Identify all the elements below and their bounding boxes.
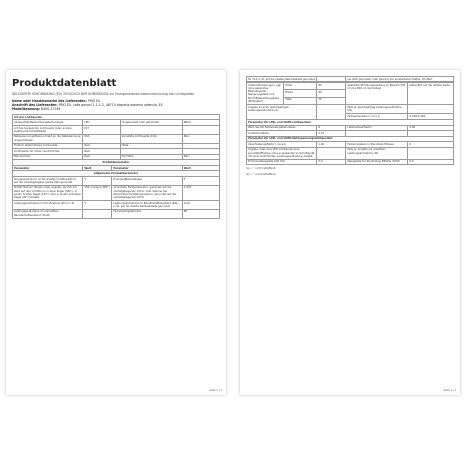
dimension-name: Breite bbox=[284, 90, 317, 97]
netz-rows bbox=[247, 142, 454, 165]
table-cell: 5 bbox=[83, 176, 112, 185]
table-cell: E27 bbox=[83, 125, 120, 134]
table-cell: Ähnlichste Farbtemperatur, gerundet auf die nächstgelegenen 100 K, oder Spanne der ähnlichsten Farbtemperaturen, gerundet auf die nächstgelegenen 100 K bbox=[112, 185, 182, 200]
table-cell: Messgröße für Stroboskop-Effekte (SVM) bbox=[346, 159, 408, 164]
table-cell bbox=[120, 125, 182, 134]
general-title: Allgemeine Produktparameter bbox=[13, 171, 220, 176]
table-cell: Vernetzte Lichtquelle (CLS) bbox=[120, 134, 182, 143]
table-cell: Verschiebungsfaktor (cos φ1) bbox=[247, 142, 317, 147]
table-cell: Wert des R9-Farbwiedergabeindexes bbox=[247, 125, 317, 130]
equivalent-power-label: Angabe zu einer gleichwertigen Leistungsaufnahme (a) bbox=[247, 105, 317, 119]
model-label: Modellkennung: bbox=[12, 107, 40, 111]
supplier-label: Name oder Handelsmarke des Lieferanten: bbox=[12, 99, 87, 103]
equivalent-power-value: - bbox=[317, 105, 346, 119]
table-cell: 0,90 bbox=[408, 125, 454, 130]
table-cell: Farbkonsistenz in MacAdam-Ellipsen bbox=[346, 142, 408, 147]
table-row bbox=[13, 209, 220, 218]
table-cell: 0,97 bbox=[317, 131, 346, 136]
table-cell: 0,00 bbox=[182, 201, 219, 210]
table-cell: für CLS in W, auf die zweite Dezimalstelle gerundet bbox=[247, 77, 317, 82]
dimension-value: 80 bbox=[317, 90, 346, 97]
footnote: (a) „-“: nicht zutreffend; bbox=[246, 167, 277, 171]
address-value: PRIG EU, calle genoví 1-1-1-2, 46710 alquería alquería valencia, ES bbox=[58, 103, 163, 107]
column-header: Wert bbox=[83, 165, 112, 170]
table-row bbox=[13, 185, 220, 200]
table-cell: - bbox=[408, 147, 454, 159]
dimension-name: Höhe bbox=[284, 82, 317, 89]
model-value: B40G-17249 bbox=[40, 107, 61, 111]
column-header: Wert bbox=[182, 165, 219, 170]
table-cell: Nein bbox=[83, 154, 120, 159]
dimensions-label: Außenabmessungen, ggf. ohne separates Betriebsgerät, Steuerungsteile und Nicht-Beleuchtungsteile (Millimeter) bbox=[247, 82, 284, 104]
table-cell: Leistungsaufnahme im Bereitschaftszustand (Psb) in W, auf die zweite Dezimalstelle gerundet bbox=[112, 201, 182, 210]
footnotes bbox=[246, 167, 454, 176]
page-number: Seite 1 / 2 bbox=[209, 389, 222, 392]
table-cell: 0,0 bbox=[408, 159, 454, 164]
table-cell: - bbox=[182, 143, 219, 148]
table-cell: Verwendete Beleuchtungstechnologie bbox=[13, 120, 83, 125]
table-cell: Dimmbar: bbox=[120, 154, 182, 159]
table-cell: Leistungsaufnahme im Ein-Zustand (Pon) in W bbox=[13, 201, 83, 210]
light-rows bbox=[13, 120, 220, 160]
footnote: (b) „-“: nicht zutreffend; bbox=[246, 172, 277, 176]
table-cell: 2 970 bbox=[182, 185, 219, 200]
equiv-rows bbox=[247, 105, 454, 119]
table-cell: Leistungsaufnahme im vernetzten Bereitschaftszustand (Pnet) bbox=[13, 209, 83, 218]
table-cell: - bbox=[83, 209, 112, 218]
table-cell: Farbwertanteile (x und y) bbox=[346, 114, 408, 119]
param-rows bbox=[13, 176, 220, 218]
table-cell: Nutzlichtstrom (Φuse) unter Angabe, ob sich der Wert auf den Lichtstrom in einer Kugel (360°), in einem breiten Kegel (120°) oder in einem schmalen Kegel (90°) bezieht bbox=[14, 186, 82, 200]
table-cell: Blendschutz: bbox=[13, 154, 83, 159]
table-cell: Energieverbrauch im Ein-Zustand (kWh/1000 h), auf die nächstgelegene ganze Zahl gerundet bbox=[13, 176, 83, 185]
dimension-value: 75 bbox=[317, 97, 346, 104]
dimension-name: Tiefe bbox=[284, 97, 317, 104]
dimension-value: 80 bbox=[317, 82, 346, 89]
document-page-2 bbox=[240, 70, 460, 395]
table-cell: Energieeffizienzklasse bbox=[112, 176, 182, 185]
table-cell: Hülle: bbox=[120, 143, 182, 148]
table-row bbox=[13, 134, 220, 143]
light-source-table bbox=[12, 114, 220, 160]
table-cell: Lichtstromfaktor bbox=[247, 131, 317, 136]
table-row bbox=[13, 125, 220, 134]
table-cell: - bbox=[317, 147, 346, 159]
dimensions-table bbox=[246, 82, 454, 105]
table-cell: F bbox=[182, 176, 219, 185]
table-cell: Falls ja, Angabe zur ersetzten Leistungsaufnahme (W) bbox=[346, 147, 408, 159]
table-row bbox=[247, 105, 454, 114]
table-row bbox=[13, 176, 220, 185]
table-cell: 1,00 bbox=[317, 142, 346, 147]
table-cell: 0,438 0,404 bbox=[408, 114, 454, 119]
table-cell: Lebensdauerfaktor bbox=[346, 125, 408, 130]
product-parameter-table bbox=[12, 159, 220, 218]
table-cell bbox=[182, 125, 219, 134]
params-title: Produktparameter bbox=[13, 160, 220, 165]
spectral-value: Siehe Bild auf der letzten Seite bbox=[408, 82, 454, 104]
table-cell: - bbox=[408, 105, 454, 114]
table-cell: 8 bbox=[317, 125, 346, 130]
table-cell: Falls ja, gleichwertige Leistungsaufnahme (W) bbox=[346, 105, 408, 114]
table-cell: Nein bbox=[83, 143, 120, 148]
column-header: Parameter bbox=[13, 165, 83, 170]
table-row bbox=[247, 147, 454, 159]
netz-title: Parameter für LED- und OLED-Netzspannungslichtquellen: bbox=[247, 136, 454, 141]
table-cell: Ungebündelt oder gebündelt bbox=[120, 120, 182, 125]
equivalent-power-table bbox=[246, 104, 454, 119]
table-cell: NDLS bbox=[182, 120, 219, 125]
table-cell: 80 bbox=[182, 209, 219, 218]
table-cell: Nein bbox=[83, 149, 120, 154]
led-rows bbox=[247, 125, 454, 136]
dims-rows bbox=[247, 82, 454, 104]
table-row bbox=[247, 159, 454, 164]
table-row bbox=[247, 82, 454, 89]
table-cell: Nein bbox=[182, 154, 219, 159]
spectral-label: Spektrale Strahlungsleistung im Bereich 250 nm bis 800 nm bei Vollast bbox=[346, 82, 408, 104]
led-parameter-table bbox=[246, 119, 454, 165]
table-cell: 595 in Kugel (360°) bbox=[83, 185, 112, 200]
document-title: Produktdatenblatt bbox=[12, 78, 117, 89]
page-number: Seite 2 / 2 bbox=[443, 389, 456, 392]
table-cell: 6 bbox=[408, 142, 454, 147]
table-cell: Farblich abstimmbare Lichtquelle: bbox=[13, 143, 83, 148]
column-header: Parameter bbox=[112, 165, 182, 170]
document-page-1 bbox=[6, 70, 226, 395]
table-cell: zw. Zahl gerundet, oder Spanne der einstellbaren Werte. Oh Wert bbox=[346, 77, 454, 82]
table-cell: Art des Sockels der Lichtquelle (oder andere elektrische Schnittstelle) bbox=[13, 125, 83, 134]
table-cell: Nein bbox=[182, 134, 219, 143]
table-cell: 0,0 bbox=[317, 159, 346, 164]
table-cell: Lichtquelle mit hoher Leuchtdichte: bbox=[13, 149, 83, 154]
regulation-intro: DELEGIERTE VERORDNUNG (EU) 2019/2015 DER KOMMISSION zur Energieverbrauchskennzeichnung von Lichtquellen bbox=[12, 92, 195, 96]
table-cell: Flimmer-Messgröße (Pst LM) bbox=[247, 159, 317, 164]
table-row bbox=[13, 201, 220, 210]
table-cell: Netzspannungs(Mains) direkt an die Netzspannung angeschlossen bbox=[13, 134, 83, 143]
light-type-heading: Art der Lichtquelle: bbox=[13, 115, 220, 120]
supplier-value: PRIG EU bbox=[87, 99, 101, 103]
table-cell: Angabe, dass eine LED-Lichtquelle eine Leuchtstofflampe ohne eingebautes Vorschaltgerät mit einer bestimmten Leistungsaufnahme ersetzt. bbox=[247, 147, 317, 159]
table-cell: LED bbox=[83, 120, 120, 125]
led-title: Parameter für LED- und OLED-Lichtquellen: bbox=[247, 120, 454, 125]
table-cell: Farbwiedergabeindex bbox=[112, 209, 182, 218]
address-label: Anschrift des Lieferanten: bbox=[12, 103, 58, 107]
table-cell: MLS bbox=[83, 134, 120, 143]
table-cell: 5 bbox=[83, 201, 112, 210]
